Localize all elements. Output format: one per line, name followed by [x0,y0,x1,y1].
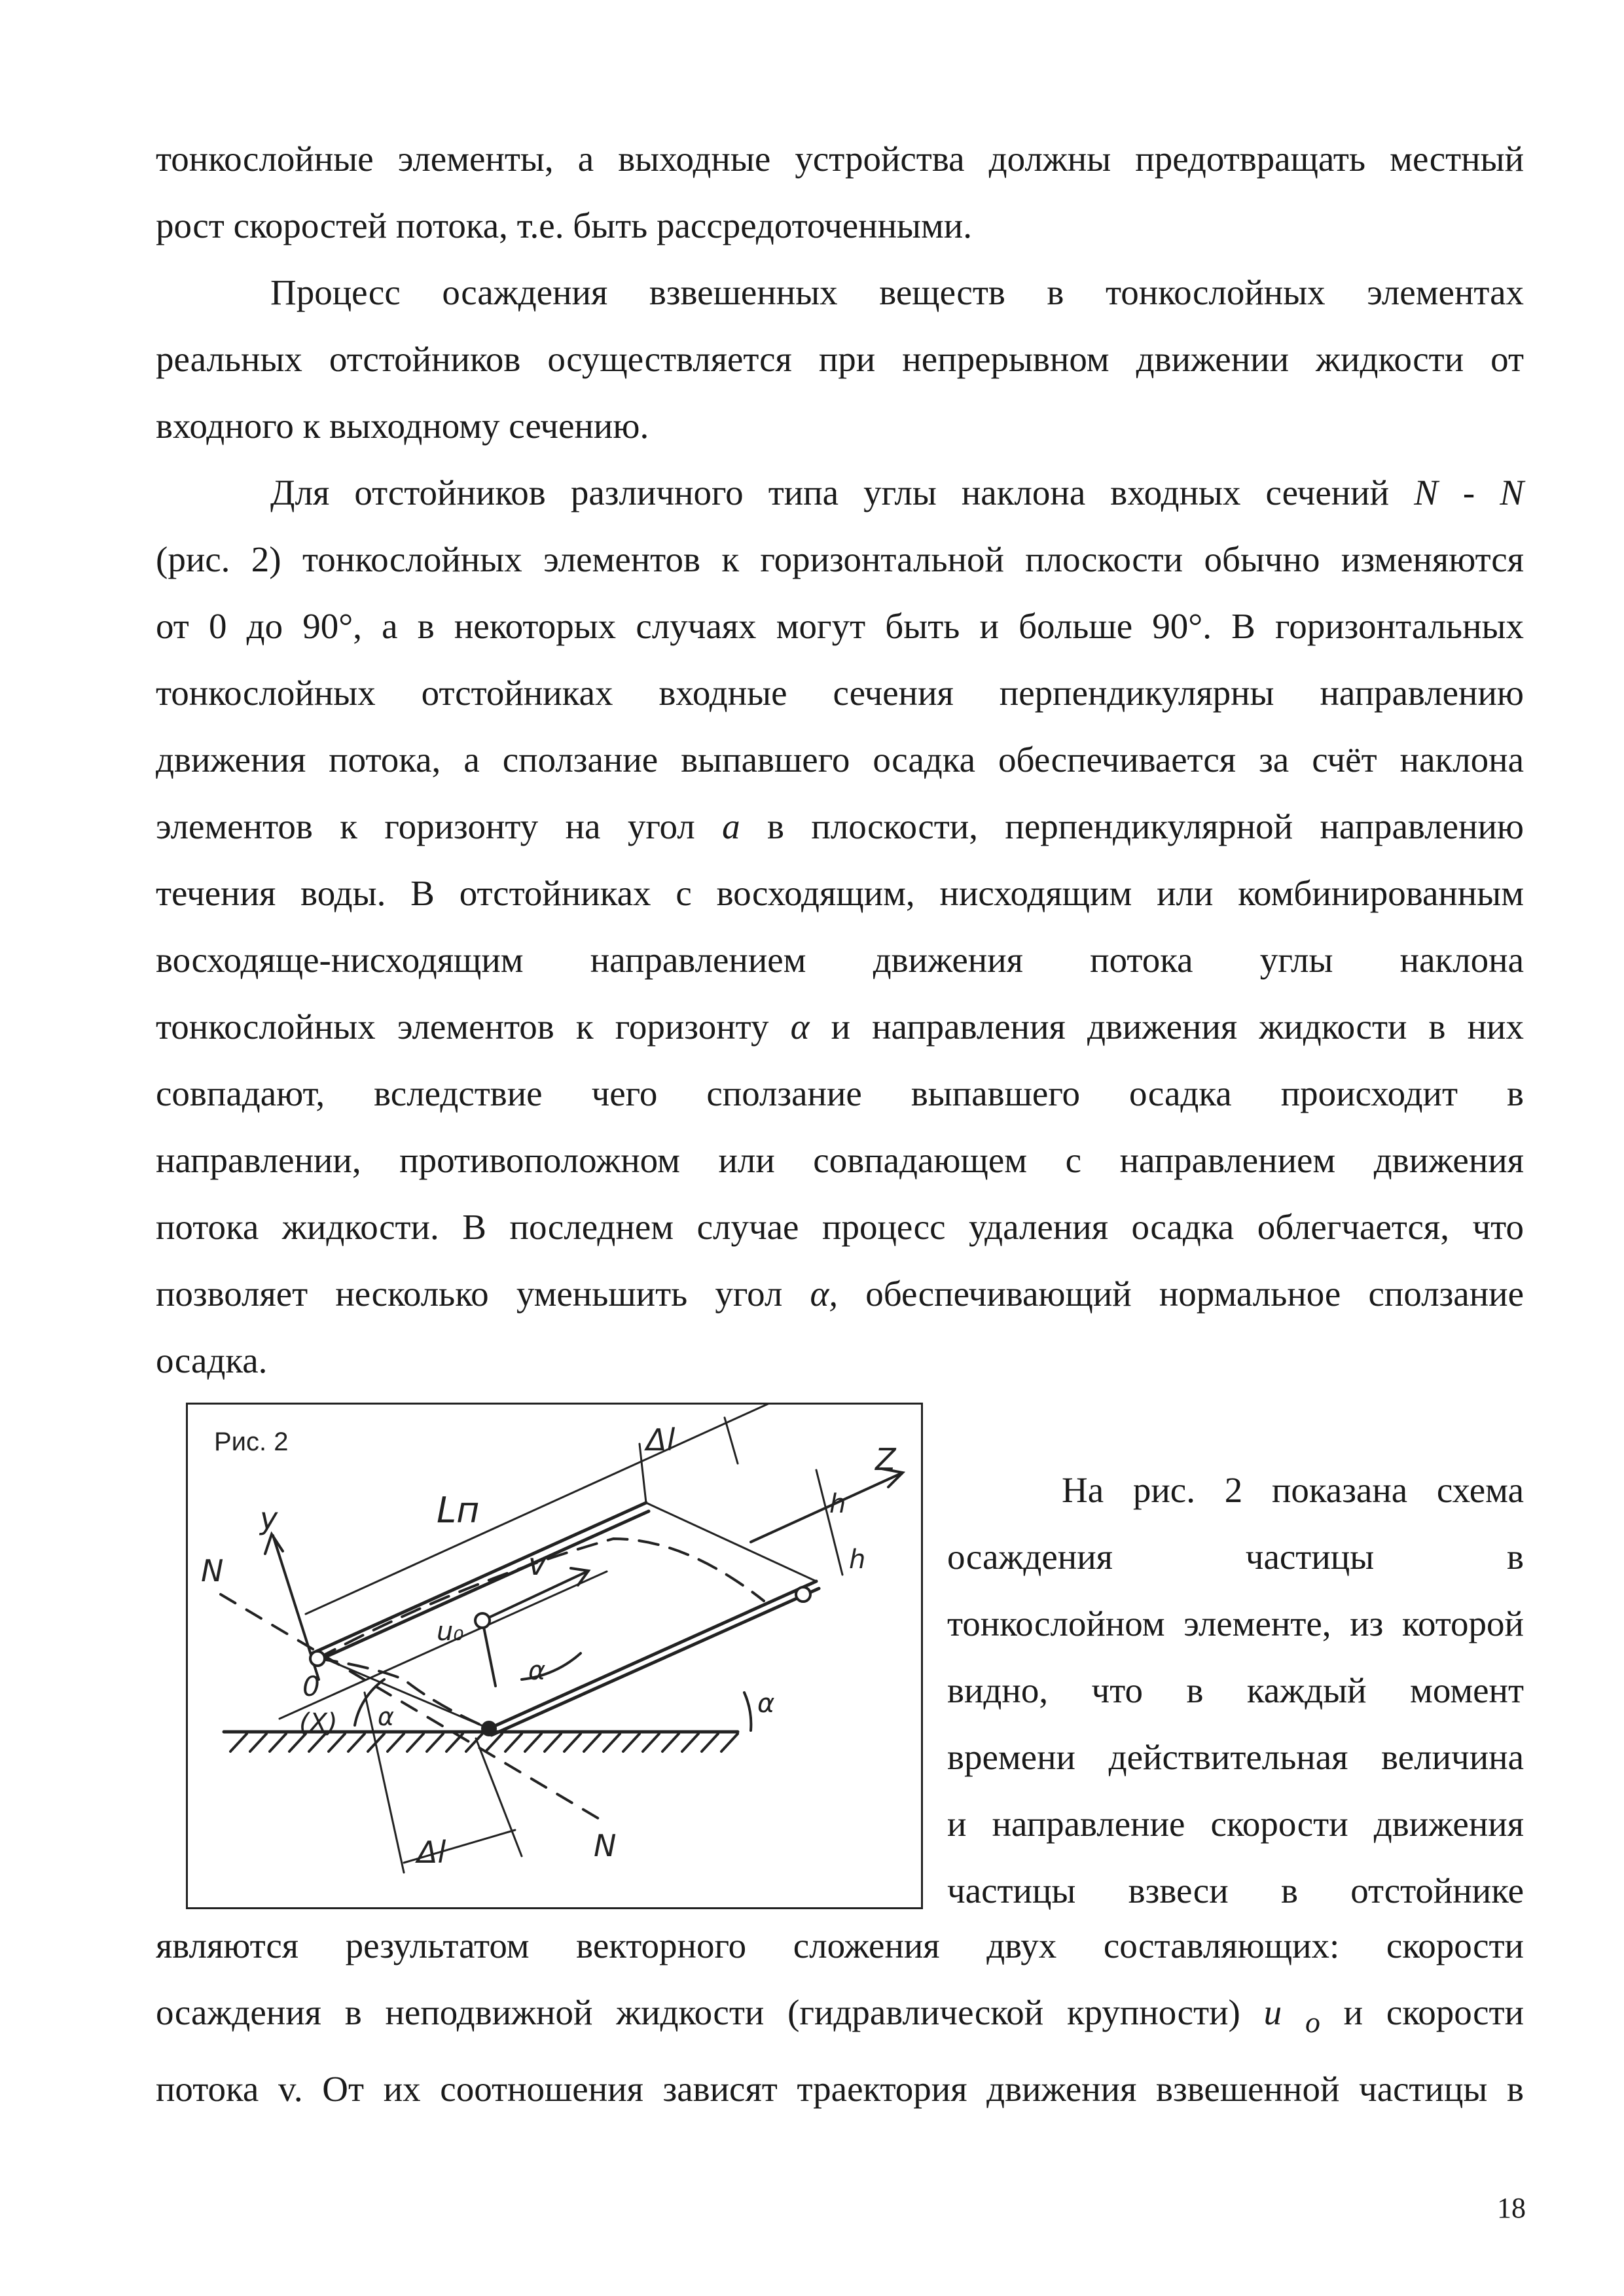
y-axis-arrow [265,1534,283,1554]
text-line [156,793,1524,860]
figure-2 [186,1403,923,1909]
label-z-axis: Z [875,1442,896,1477]
text-line: совпадают, вследствие чего сползание выпавшего осадка происходит в [156,1073,1524,1113]
length-dimension-line [306,1405,882,1614]
text-line: осаждения частицы в [947,1537,1524,1577]
label-length: Lп [437,1490,480,1531]
particle-mid [475,1613,490,1628]
text-line [156,1979,1524,2056]
text-line: потока жидкости. В последнем случае процесс удаления осадка облегчается, что [156,1207,1524,1247]
text-fragment: позволяет несколько уменьшить угол [156,1274,810,1314]
label-alpha-left: α [378,1702,395,1731]
text-line: На рис. 2 показана схема [1062,1470,1524,1510]
text-fragment: осаждения в неподвижной жидкости (гидравлической крупности) [156,1992,1264,2032]
text-line: течения воды. В отстойниках с восходящим, нисходящим или комбинированным [156,873,1524,913]
label-origin-x: (X) [299,1708,338,1738]
page-number: 18 [1497,2192,1526,2224]
text-fragment: тонкослойных элементов к горизонту [156,1007,791,1047]
text-line [156,1261,1524,1327]
alpha-arc-right [744,1693,751,1731]
outlet-section [646,1503,816,1581]
text-line: и направление скорости движения [947,1804,1524,1844]
subscript-symbol: o [1305,2005,1320,2039]
section-symbol: N - N [1414,473,1524,512]
text-fragment: в плоскости, перпендикулярной направлению [740,806,1524,846]
label-delta-bottom: Δl [417,1835,446,1870]
contact-point [481,1721,497,1736]
label-n-top: N [201,1553,224,1588]
text-line: (рис. 2) тонкослойных элементов к горизонтальной плоскости обычно изменяются [156,539,1524,579]
angle-symbol: a [722,806,740,846]
label-delta-top: Δl [646,1422,676,1458]
particle-start [310,1651,325,1666]
delta-top-extension-2 [725,1418,738,1463]
text-fragment: элементов к горизонту на угол [156,806,723,846]
label-n-bottom: N [594,1828,617,1863]
settling-diagram [188,1405,921,1907]
text-line: частицы взвеси в отстойнике [947,1871,1524,1910]
delta-top-extension [640,1444,646,1503]
text-line: времени действительная величина [947,1737,1524,1777]
text-line: тонкослойном элементе, из которой [947,1604,1524,1643]
label-settling: u₀ [437,1617,464,1647]
text-line [156,994,1524,1060]
settling-velocity-symbol: u [1263,1992,1282,2032]
label-h-top: h [829,1489,846,1519]
figure-side-text [947,1457,1524,1924]
text-fragment: обеспечивающий нормальное сползание [838,1274,1524,1314]
text-line: входного к выходному сечению. [156,406,649,446]
paragraph-2 [156,259,1524,459]
label-velocity: v [528,1547,547,1582]
angle-symbol: α [790,1007,810,1047]
text-line: Процесс осаждения взвешенных веществ в тонкослойных элементах [270,272,1524,312]
settling-vector [482,1621,496,1686]
paragraph-4 [156,1912,1524,2123]
text-line: направлении, противоположном или совпадающем с направлением движения [156,1140,1524,1180]
text-line: рост скоростей потока, т.е. быть рассредоточенными. [156,206,972,245]
text-line: видно, что в каждый момент [947,1670,1524,1710]
text-fragment: Для отстойников различного типа углы наклона входных сечений [270,473,1415,512]
text-line: от 0 до 90°, а в некоторых случаях могут быть и больше 90°. В горизонтальных [156,606,1524,646]
h-dimension [816,1470,842,1575]
figure-caption: Рис. 2 [214,1427,289,1456]
text-line [156,459,1524,526]
text-line: реальных отстойников осуществляется при непрерывном движении жидкости от [156,339,1524,379]
text-fragment: и направления движения жидкости в них [809,1007,1524,1047]
text-line: являются результатом векторного сложения двух составляющих: скорости [156,1926,1524,1965]
text-line: движения потока, а сползание выпавшего осадка обеспечивается за счёт наклона [156,740,1524,780]
label-alpha-right: α [757,1689,775,1719]
paragraph-1 [156,126,1524,259]
paragraph-3 [156,459,1524,1394]
text-line: восходяще-нисходящим направлением движения потока углы наклона [156,940,1524,980]
angle-symbol: α, [810,1274,839,1314]
text-line: осадка. [156,1340,268,1380]
label-y-axis: y [260,1501,278,1536]
label-alpha-center: α [528,1656,546,1686]
text-line: тонкослойных отстойниках входные сечения перпендикулярны направлению [156,673,1524,713]
label-origin: 0 [302,1670,320,1702]
text-line: тонкослойные элементы, а выходные устройства должны предотвращать местный [156,139,1524,179]
label-h: h [849,1545,866,1575]
particle-end [796,1587,810,1602]
text-fragment: и скорости [1320,1992,1524,2032]
text-line: потока v. От их соотношения зависят траектория движения взвешенной частицы в [156,2069,1524,2109]
